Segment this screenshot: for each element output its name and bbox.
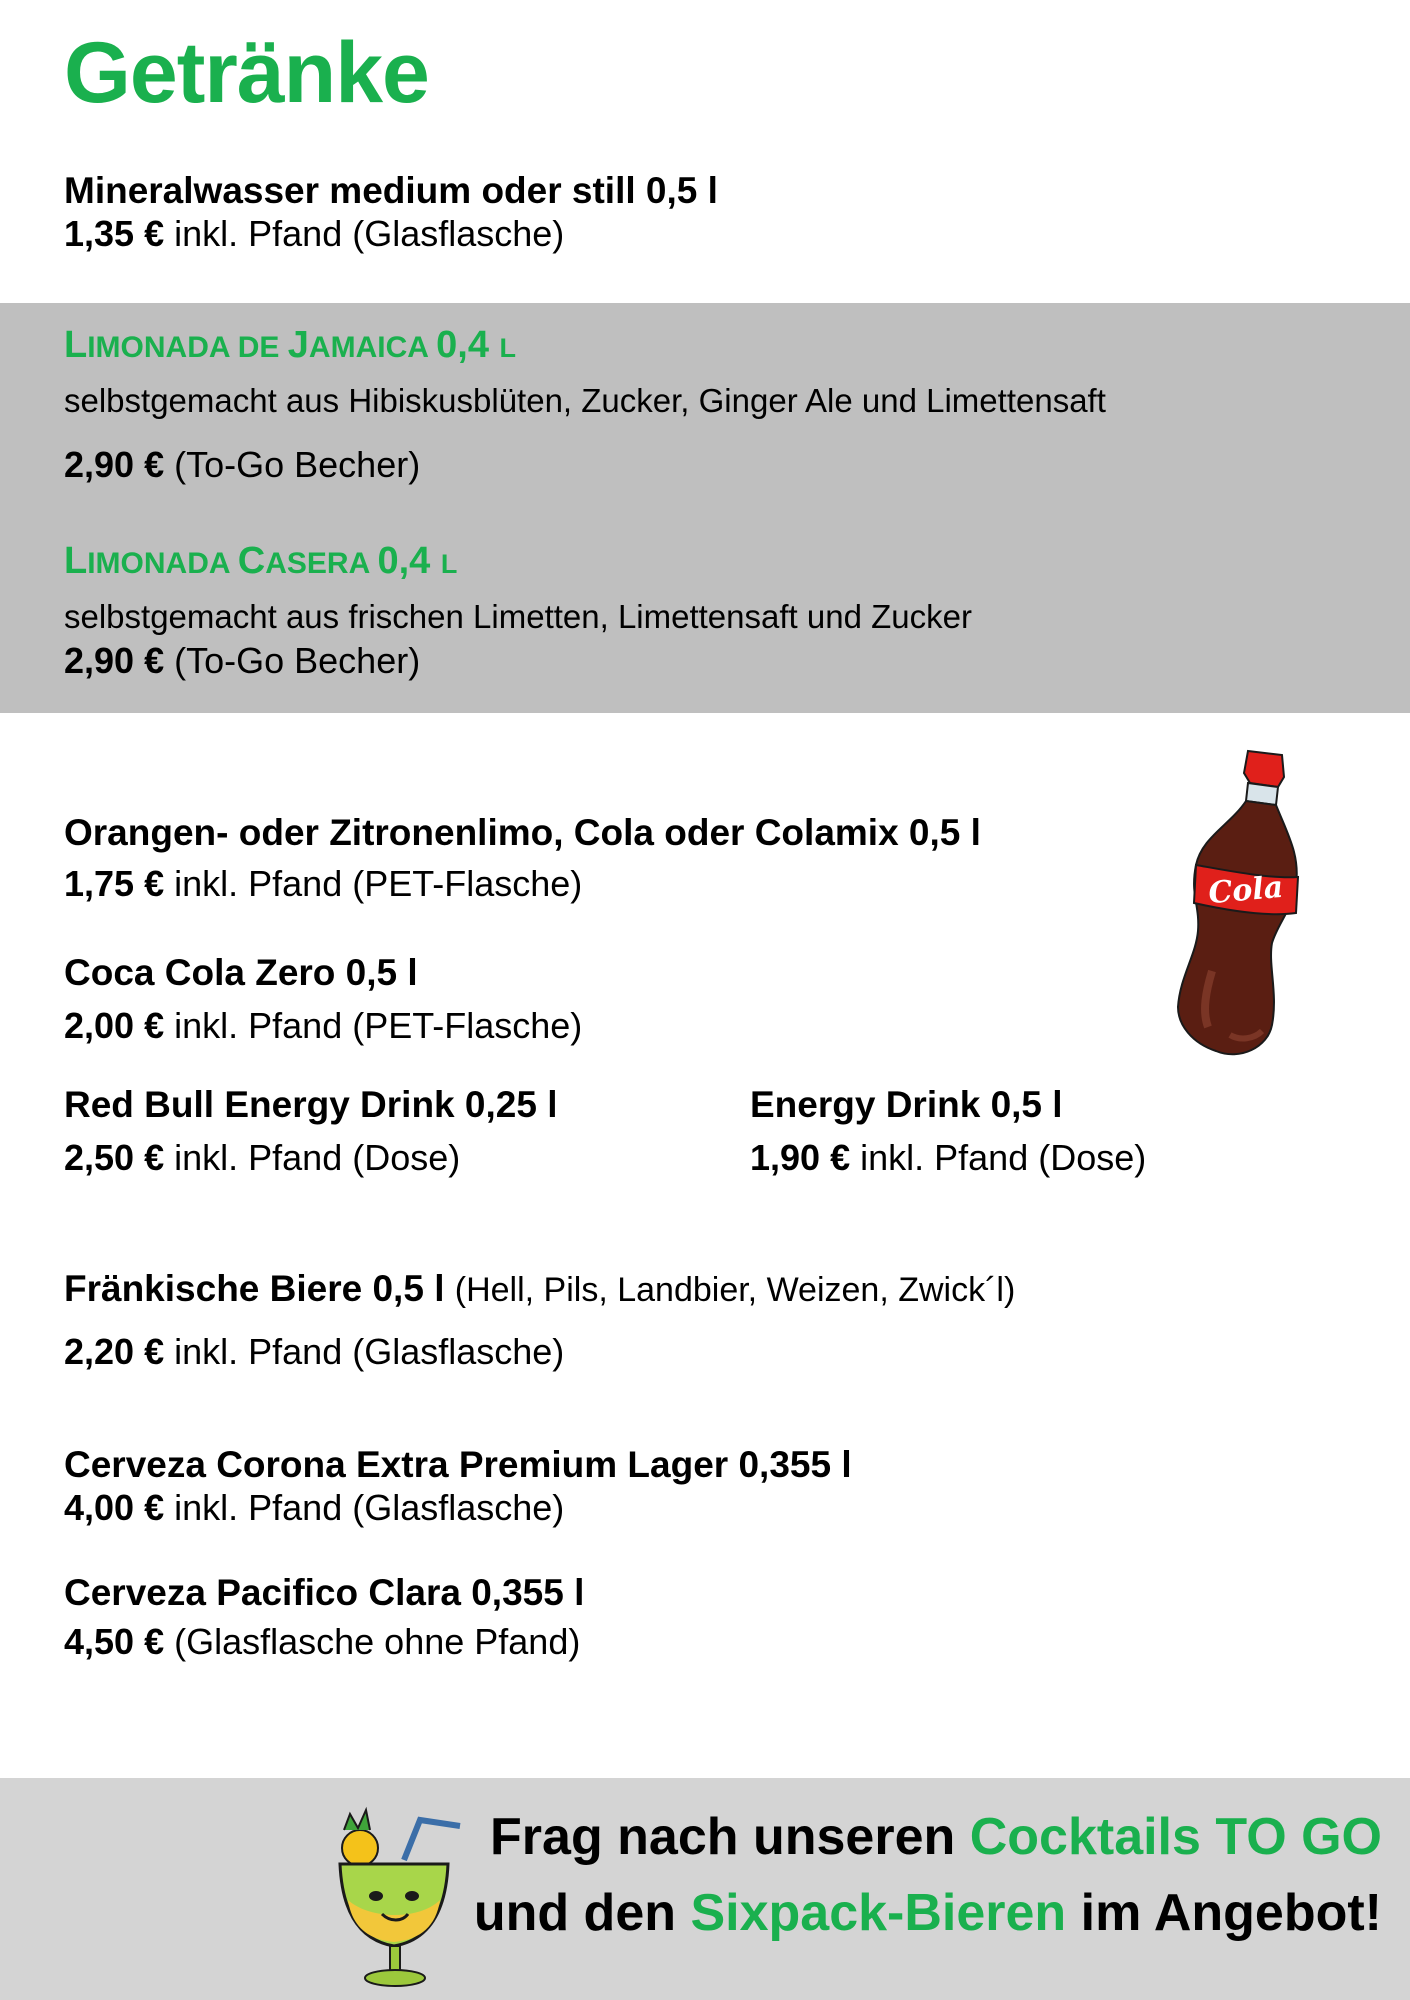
menu-item-red-bull <box>64 1084 557 1178</box>
item-name: LIMONADA CASERA 0,4 l <box>64 540 458 582</box>
item-name: Mineralwasser medium oder still 0,5 l <box>64 170 718 211</box>
item-note: inkl. Pfand (Dose) <box>860 1136 1147 1178</box>
item-price: 1,90 € <box>750 1136 851 1178</box>
menu-item-coca-cola-zero <box>64 952 582 1046</box>
item-price-line <box>64 1331 1015 1372</box>
item-name: Coca Cola Zero 0,5 l <box>64 952 418 993</box>
item-description: selbstgemacht aus Hibiskusblüten, Zucker, Ginger Ale und Limettensaft <box>64 381 1106 419</box>
menu-item-mineralwasser <box>64 170 718 254</box>
item-price-line <box>64 1005 582 1046</box>
item-note: (To-Go Becher) <box>174 443 421 485</box>
item-price: 1,75 € <box>64 862 165 904</box>
cocktail-glass-icon <box>320 1800 470 1990</box>
item-price-line <box>64 1137 557 1178</box>
item-varieties: (Hell, Pils, Landbier, Weizen, Zwick´l) <box>454 1271 1016 1309</box>
promo-line-1: Frag nach unseren Cocktails TO GO <box>490 1808 1382 1866</box>
item-price: 2,90 € <box>64 639 165 681</box>
cola-label: Cola <box>1207 869 1285 912</box>
item-note: inkl. Pfand (Glasflasche) <box>174 212 565 254</box>
item-price: 2,50 € <box>64 1136 165 1178</box>
item-note: inkl. Pfand (Glasflasche) <box>174 1330 565 1372</box>
item-price-line <box>64 1487 852 1528</box>
item-price: 2,00 € <box>64 1004 165 1046</box>
item-name: LIMONADA DE JAMAICA 0,4 l <box>64 324 517 366</box>
item-name: Fränkische Biere 0,5 l <box>64 1268 445 1309</box>
item-note: (Glasflasche ohne Pfand) <box>174 1620 581 1662</box>
item-price-line <box>64 863 981 904</box>
page-title: Getränke <box>64 25 429 121</box>
item-name: Cerveza Pacifico Clara 0,355 l <box>64 1572 585 1613</box>
menu-item-limonada-jamaica <box>64 324 1106 485</box>
menu-item-orangen-limo <box>64 812 981 904</box>
item-note: inkl. Pfand (PET-Flasche) <box>174 862 583 904</box>
item-name-line <box>64 1268 1015 1311</box>
item-price: 1,35 € <box>64 212 165 254</box>
menu-item-limonada-casera <box>64 540 972 681</box>
item-note: inkl. Pfand (Dose) <box>174 1136 461 1178</box>
menu-item-pacifico <box>64 1572 584 1662</box>
item-price: 4,00 € <box>64 1486 165 1528</box>
menu-item-fraenkische-biere <box>64 1268 1015 1372</box>
menu-item-energy-drink <box>750 1084 1146 1178</box>
cola-bottle-icon <box>1160 745 1320 1070</box>
item-name: Energy Drink 0,5 l <box>750 1084 1063 1125</box>
item-price-line <box>64 213 718 254</box>
item-note: (To-Go Becher) <box>174 639 421 681</box>
item-price-line <box>64 444 1106 485</box>
item-price: 4,50 € <box>64 1620 165 1662</box>
item-description: selbstgemacht aus frischen Limetten, Limettensaft und Zucker <box>64 597 972 635</box>
promo-line-2: und den Sixpack-Bieren im Angebot! <box>473 1884 1382 1942</box>
item-price: 2,20 € <box>64 1330 165 1372</box>
item-name: Red Bull Energy Drink 0,25 l <box>64 1084 558 1125</box>
item-name: Cerveza Corona Extra Premium Lager 0,355 l <box>64 1444 852 1485</box>
item-price-line <box>64 1621 584 1662</box>
item-price-line <box>750 1137 1146 1178</box>
item-price: 2,90 € <box>64 443 165 485</box>
item-name: Orangen- oder Zitronenlimo, Cola oder Colamix 0,5 l <box>64 812 981 853</box>
menu-item-corona <box>64 1444 852 1528</box>
item-note: inkl. Pfand (Glasflasche) <box>174 1486 565 1528</box>
item-note: inkl. Pfand (PET-Flasche) <box>174 1004 583 1046</box>
item-price-line <box>64 640 972 681</box>
